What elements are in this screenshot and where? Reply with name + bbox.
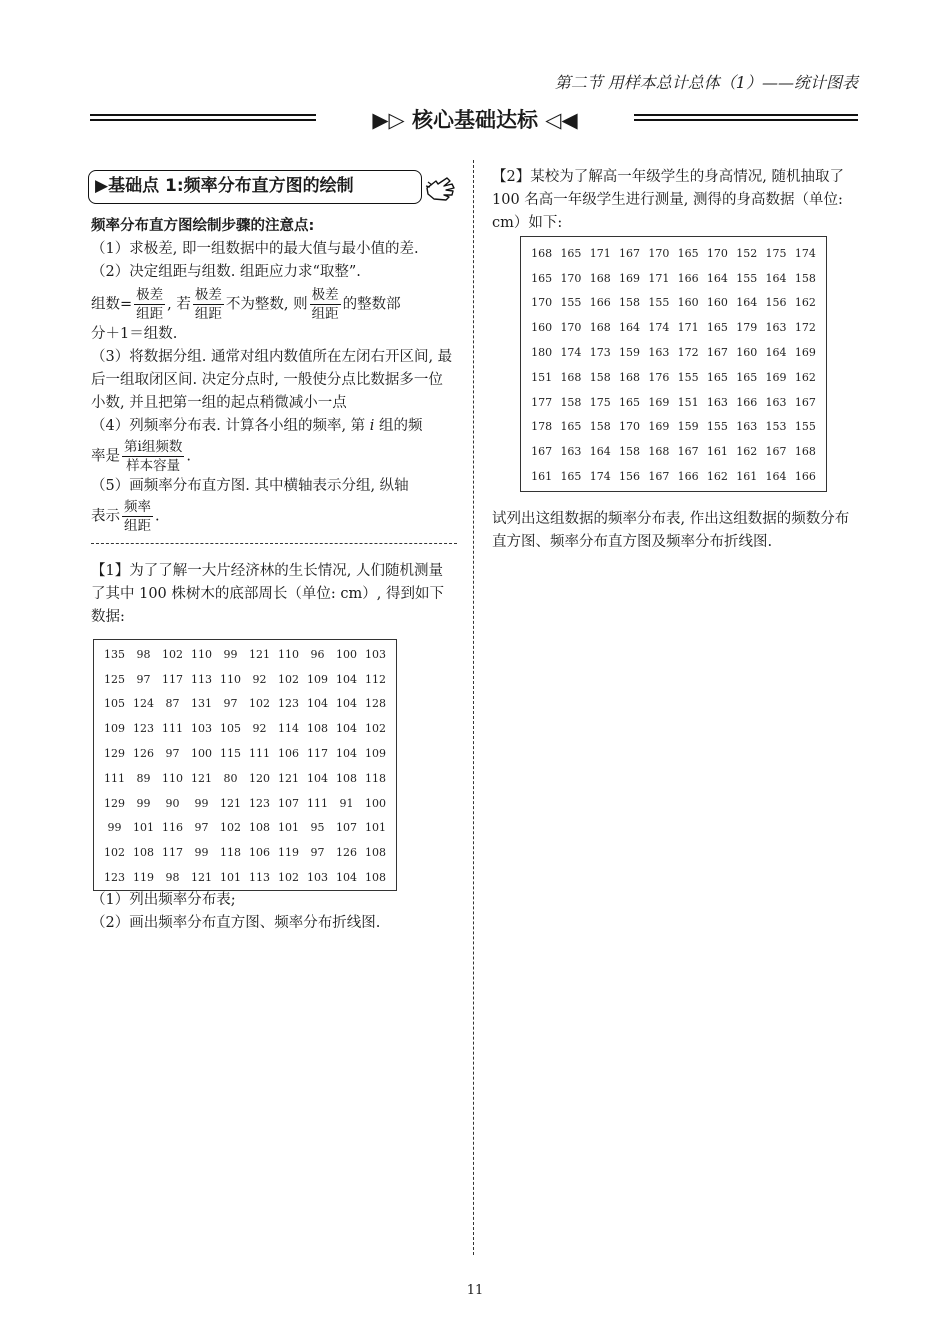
table-cell: 169 <box>648 420 670 434</box>
table-cell: 171 <box>648 271 670 285</box>
table-cell: 98 <box>136 647 151 661</box>
table-cell: 155 <box>560 296 582 310</box>
table-cell: 123 <box>133 722 154 736</box>
table-cell: 131 <box>191 697 212 711</box>
table-cell: 90 <box>165 796 180 810</box>
table-cell: 104 <box>336 697 357 711</box>
table-cell: 163 <box>560 445 582 459</box>
table-cell: 102 <box>162 647 183 661</box>
step-2: （2）决定组距与组数. 组距应力求“取整”. <box>91 264 361 280</box>
table-cell: 108 <box>365 846 386 860</box>
table-cell: 166 <box>736 395 758 409</box>
table-cell: 164 <box>706 271 728 285</box>
table-cell: 97 <box>310 846 325 860</box>
table-cell: 99 <box>194 846 209 860</box>
table-cell: 170 <box>560 271 582 285</box>
table-cell: 101 <box>133 821 154 835</box>
table-cell: 97 <box>194 821 209 835</box>
table-row <box>100 766 390 791</box>
table-cell: 155 <box>736 271 758 285</box>
table-row <box>527 291 820 316</box>
table-cell: 121 <box>191 871 212 885</box>
table-cell: 165 <box>706 321 728 335</box>
table-row <box>527 464 820 489</box>
table-cell: 160 <box>736 346 758 360</box>
table-cell: 173 <box>589 346 611 360</box>
table-cell: 114 <box>278 722 299 736</box>
table-cell: 89 <box>136 771 151 785</box>
table-cell: 165 <box>619 395 641 409</box>
table-cell: 97 <box>223 697 238 711</box>
table-cell: 104 <box>336 747 357 761</box>
table-cell: 161 <box>736 470 758 484</box>
section-banner: ▶▷ 核心基础达标 ◁◀ <box>372 108 578 132</box>
table-cell: 163 <box>765 395 787 409</box>
table-cell: 119 <box>278 846 299 860</box>
table-cell: 123 <box>104 871 125 885</box>
table-cell: 164 <box>589 445 611 459</box>
table-cell: 101 <box>365 821 386 835</box>
table-cell: 158 <box>794 271 816 285</box>
table-cell: 110 <box>278 647 299 661</box>
table-cell: 117 <box>162 846 183 860</box>
table-cell: 155 <box>706 420 728 434</box>
table-cell: 172 <box>794 321 816 335</box>
table-cell: 102 <box>249 697 270 711</box>
table-cell: 111 <box>104 771 125 785</box>
table-cell: 169 <box>765 370 787 384</box>
table-cell: 155 <box>648 296 670 310</box>
table-cell: 166 <box>677 271 699 285</box>
table-cell: 96 <box>310 647 325 661</box>
table-cell: 80 <box>223 771 238 785</box>
table-cell: 111 <box>307 796 328 810</box>
table-cell: 170 <box>706 246 728 260</box>
table-cell: 104 <box>307 697 328 711</box>
table-cell: 108 <box>133 846 154 860</box>
table-cell: 168 <box>589 271 611 285</box>
formula-continuation: 分＋1＝组数. <box>91 326 178 342</box>
table-cell: 113 <box>191 672 212 686</box>
table-cell: 117 <box>162 672 183 686</box>
table-cell: 167 <box>677 445 699 459</box>
table-cell: 165 <box>560 246 582 260</box>
table-cell: 166 <box>794 470 816 484</box>
table-cell: 92 <box>252 672 267 686</box>
table-cell: 112 <box>365 672 386 686</box>
table-cell: 170 <box>619 420 641 434</box>
table-cell: 177 <box>531 395 553 409</box>
fraction-range-over-width: $\frac{\text{极差}}{\text{组距}}$ <box>194 287 222 322</box>
table-cell: 166 <box>589 296 611 310</box>
step-5: （5）画频率分布直方图. 其中横轴表示分组, 纵轴 <box>91 478 409 494</box>
table-cell: 104 <box>336 672 357 686</box>
table-cell: 171 <box>589 246 611 260</box>
table-cell: 109 <box>365 747 386 761</box>
table-cell: 164 <box>765 271 787 285</box>
question-1-text: 【1】为了了解一大片经济林的生长情况, 人们随机测量了其中 100 株树木的底部周长（单位: cm）, 得到如下数据: <box>91 563 444 625</box>
table-row <box>100 741 390 766</box>
table-cell: 170 <box>648 246 670 260</box>
table-cell: 180 <box>531 346 553 360</box>
step-5-formula: 表示 $\frac{\text{频率}}{\text{组距}}$ . <box>91 499 160 534</box>
table-cell: 117 <box>307 747 328 761</box>
table-cell: 111 <box>162 722 183 736</box>
table-cell: 170 <box>531 296 553 310</box>
page-number: 11 <box>466 1283 484 1298</box>
table-cell: 169 <box>648 395 670 409</box>
table-cell: 168 <box>619 370 641 384</box>
table-cell: 91 <box>339 796 354 810</box>
table-cell: 168 <box>648 445 670 459</box>
table-cell: 162 <box>706 470 728 484</box>
table-cell: 165 <box>560 420 582 434</box>
table-cell: 165 <box>531 271 553 285</box>
table-cell: 166 <box>677 470 699 484</box>
table-cell: 135 <box>104 647 125 661</box>
section-title-box <box>88 170 422 204</box>
table-cell: 105 <box>104 697 125 711</box>
step-4-formula: 率是 $\frac{\text{第i组频数}}{\text{样本容量}}$ . <box>91 439 191 474</box>
table-cell: 168 <box>589 321 611 335</box>
table-cell: 125 <box>104 672 125 686</box>
table-cell: 165 <box>560 470 582 484</box>
table-cell: 102 <box>365 722 386 736</box>
notes-subtitle: 频率分布直方图绘制步骤的注意点: <box>91 218 315 234</box>
table-cell: 101 <box>278 821 299 835</box>
table-cell: 102 <box>278 871 299 885</box>
table-cell: 118 <box>365 771 386 785</box>
table-cell: 100 <box>365 796 386 810</box>
table-cell: 156 <box>619 470 641 484</box>
table-cell: 103 <box>191 722 212 736</box>
table-cell: 109 <box>307 672 328 686</box>
group-count-formula: 组数= $\frac{\text{极差}}{\text{组距}}$ , 若 $\frac{\text{极差}}{\text{组距}}$ 不为整数, 则 $\frac{\text{极差}}{\text{组距}}$ 的整数部 <box>91 287 401 322</box>
table-cell: 99 <box>194 796 209 810</box>
question-1-sub-1: （1）列出频率分布表; <box>91 892 236 908</box>
question-1-data-table <box>93 639 397 891</box>
table-cell: 151 <box>531 370 553 384</box>
step-1: （1）求极差, 即一组数据中的最大值与最小值的差. <box>91 241 419 257</box>
step-3: （3）将数据分组. 通常对组内数值所在左闭右开区间, 最后一组取闭区间. 决定分点时, 一般使分点比数据多一位小数, 并且把第一组的起点稍微减小一点 <box>91 349 453 411</box>
section-title: ▶基础点 1:频率分布直方图的绘制 <box>95 176 354 196</box>
table-cell: 99 <box>136 796 151 810</box>
table-cell: 179 <box>736 321 758 335</box>
table-cell: 104 <box>336 871 357 885</box>
question-1-sub-2: （2）画出频率分布直方图、频率分布折线图. <box>91 915 381 931</box>
table-cell: 113 <box>249 871 270 885</box>
table-cell: 106 <box>278 747 299 761</box>
table-cell: 175 <box>589 395 611 409</box>
table-cell: 168 <box>531 246 553 260</box>
table-cell: 124 <box>133 697 154 711</box>
table-cell: 165 <box>677 246 699 260</box>
table-cell: 170 <box>560 321 582 335</box>
table-cell: 104 <box>336 722 357 736</box>
table-cell: 108 <box>307 722 328 736</box>
table-row <box>100 692 390 717</box>
table-cell: 156 <box>765 296 787 310</box>
table-cell: 167 <box>648 470 670 484</box>
table-cell: 104 <box>307 771 328 785</box>
table-cell: 103 <box>307 871 328 885</box>
table-cell: 99 <box>107 821 122 835</box>
table-cell: 161 <box>531 470 553 484</box>
table-row <box>527 241 820 266</box>
table-cell: 169 <box>794 346 816 360</box>
table-cell: 123 <box>249 796 270 810</box>
table-cell: 128 <box>365 697 386 711</box>
table-cell: 167 <box>794 395 816 409</box>
table-row <box>100 667 390 692</box>
table-row <box>100 840 390 865</box>
table-cell: 172 <box>677 346 699 360</box>
table-cell: 174 <box>560 346 582 360</box>
question-1-subquestions <box>91 889 457 935</box>
table-cell: 174 <box>648 321 670 335</box>
table-cell: 102 <box>220 821 241 835</box>
table-cell: 102 <box>278 672 299 686</box>
page-header-title: 第二节 用样本总计总体（1）——统计图表 <box>554 73 858 92</box>
table-cell: 174 <box>794 246 816 260</box>
table-cell: 97 <box>165 747 180 761</box>
table-cell: 163 <box>648 346 670 360</box>
table-cell: 121 <box>191 771 212 785</box>
table-cell: 100 <box>336 647 357 661</box>
table-row <box>527 439 820 464</box>
table-cell: 167 <box>531 445 553 459</box>
table-cell: 160 <box>677 296 699 310</box>
table-row <box>100 716 390 741</box>
column-divider <box>473 160 474 1255</box>
table-cell: 126 <box>133 747 154 761</box>
table-cell: 129 <box>104 747 125 761</box>
table-row <box>100 791 390 816</box>
table-cell: 110 <box>220 672 241 686</box>
table-row <box>527 415 820 440</box>
table-cell: 178 <box>531 420 553 434</box>
fraction-frequency: $\frac{\text{第i组频数}}{\text{样本容量}}$ <box>124 439 183 474</box>
table-cell: 174 <box>589 470 611 484</box>
table-cell: 168 <box>560 370 582 384</box>
table-cell: 107 <box>336 821 357 835</box>
question-2-task: 试列出这组数据的频率分布表, 作出这组数据的频数分布直方图、频率分布直方图及频率分布折线图. <box>492 511 850 550</box>
table-cell: 107 <box>278 796 299 810</box>
table-cell: 159 <box>677 420 699 434</box>
table-cell: 163 <box>765 321 787 335</box>
banner-rule-left <box>90 114 316 121</box>
table-row <box>527 365 820 390</box>
pointing-hand-icon <box>424 172 458 202</box>
table-cell: 153 <box>765 420 787 434</box>
table-cell: 164 <box>765 470 787 484</box>
step-4: （4）列频率分布表. 计算各小组的频率, 第 i 组的频 <box>91 418 423 434</box>
fraction-range-over-width: $\frac{\text{极差}}{\text{组距}}$ <box>311 287 339 322</box>
table-cell: 163 <box>736 420 758 434</box>
table-cell: 110 <box>162 771 183 785</box>
table-cell: 118 <box>220 846 241 860</box>
table-cell: 111 <box>249 747 270 761</box>
table-cell: 116 <box>162 821 183 835</box>
banner-rule-right <box>634 114 858 121</box>
table-cell: 129 <box>104 796 125 810</box>
table-row <box>100 642 390 667</box>
table-row <box>100 865 390 890</box>
table-cell: 92 <box>252 722 267 736</box>
table-cell: 158 <box>619 296 641 310</box>
table-cell: 108 <box>336 771 357 785</box>
table-cell: 168 <box>794 445 816 459</box>
table-cell: 160 <box>531 321 553 335</box>
table-cell: 163 <box>706 395 728 409</box>
table-cell: 121 <box>249 647 270 661</box>
table-cell: 158 <box>619 445 641 459</box>
table-cell: 109 <box>104 722 125 736</box>
fraction-freq-over-width: $\frac{\text{频率}}{\text{组距}}$ <box>124 499 151 534</box>
table-row <box>527 315 820 340</box>
table-cell: 106 <box>249 846 270 860</box>
question-2-text: 【2】某校为了解高一年级学生的身高情况, 随机抽取了 100 名高一年级学生进行测量, 测得的身高数据（单位: cm）如下: <box>492 169 844 231</box>
table-row <box>100 816 390 841</box>
table-cell: 108 <box>365 871 386 885</box>
table-cell: 103 <box>365 647 386 661</box>
table-cell: 176 <box>648 370 670 384</box>
table-cell: 102 <box>104 846 125 860</box>
table-cell: 105 <box>220 722 241 736</box>
table-cell: 164 <box>619 321 641 335</box>
table-cell: 121 <box>220 796 241 810</box>
table-cell: 100 <box>191 747 212 761</box>
table-cell: 98 <box>165 871 180 885</box>
section-notes <box>91 215 457 535</box>
table-cell: 162 <box>794 296 816 310</box>
table-cell: 161 <box>706 445 728 459</box>
table-row <box>527 390 820 415</box>
table-cell: 152 <box>736 246 758 260</box>
table-cell: 164 <box>736 296 758 310</box>
table-cell: 97 <box>136 672 151 686</box>
table-cell: 162 <box>794 370 816 384</box>
fraction-range-over-width: $\frac{\text{极差}}{\text{组距}}$ <box>136 287 164 322</box>
table-cell: 99 <box>223 647 238 661</box>
table-cell: 167 <box>619 246 641 260</box>
table-cell: 171 <box>677 321 699 335</box>
table-cell: 101 <box>220 871 241 885</box>
table-cell: 169 <box>619 271 641 285</box>
table-cell: 158 <box>589 370 611 384</box>
table-row <box>527 266 820 291</box>
table-cell: 158 <box>589 420 611 434</box>
table-cell: 126 <box>336 846 357 860</box>
table-cell: 123 <box>278 697 299 711</box>
table-cell: 87 <box>165 697 180 711</box>
table-cell: 165 <box>706 370 728 384</box>
table-cell: 151 <box>677 395 699 409</box>
table-cell: 158 <box>560 395 582 409</box>
table-cell: 110 <box>191 647 212 661</box>
table-cell: 95 <box>310 821 325 835</box>
question-2-data-table <box>520 236 827 492</box>
table-cell: 167 <box>765 445 787 459</box>
table-cell: 159 <box>619 346 641 360</box>
table-cell: 155 <box>794 420 816 434</box>
table-cell: 108 <box>249 821 270 835</box>
section-separator <box>91 543 457 544</box>
table-cell: 162 <box>736 445 758 459</box>
table-cell: 119 <box>133 871 154 885</box>
table-cell: 167 <box>706 346 728 360</box>
table-row <box>527 340 820 365</box>
table-cell: 165 <box>736 370 758 384</box>
table-cell: 115 <box>220 747 241 761</box>
table-cell: 175 <box>765 246 787 260</box>
table-cell: 121 <box>278 771 299 785</box>
table-cell: 164 <box>765 346 787 360</box>
table-cell: 120 <box>249 771 270 785</box>
table-cell: 160 <box>706 296 728 310</box>
table-cell: 155 <box>677 370 699 384</box>
